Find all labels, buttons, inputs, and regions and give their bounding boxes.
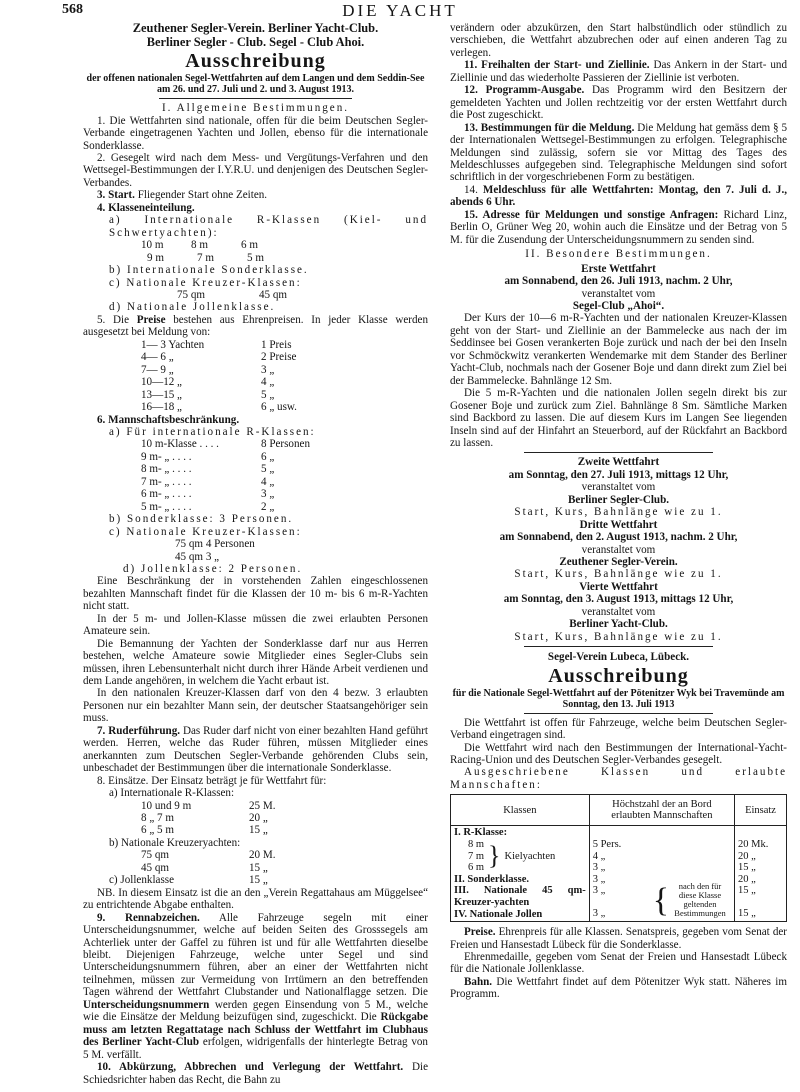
crew-row-value: 6 „ xyxy=(261,450,275,463)
class-label: II. Sonderklasse. xyxy=(454,873,529,885)
nb-note: NB. In diesem Einsatz ist die an den „Verein Regattahaus am Müggelsee“ zu entrichtende Abgabe enthalten. xyxy=(83,886,428,912)
crew-row-value: 3 „ xyxy=(261,488,275,501)
p14-bold: Meldeschluss für alle Wettfahrten: Montag, den 7. Juli d. J., abends 6 Uhr. xyxy=(450,183,787,209)
fee-value: 15 „ xyxy=(738,908,756,920)
crew-limit-label: 6. Mannschaftsbeschränkung. xyxy=(97,413,240,426)
crew-d: d) Jollenklasse: 2 Personen. xyxy=(123,562,303,575)
prizes-paragraph xyxy=(450,926,787,951)
paragraph-11 xyxy=(450,59,787,84)
fee-row-label: 45 qm xyxy=(141,861,170,874)
size-row: 6 m xyxy=(468,862,485,874)
race-4-club: Berliner Yacht-Club. xyxy=(569,618,668,631)
p12-text: Das Programm wird den Besitzern der gemeldeten Yachten und Jollen rechtzeitig vor der ersten Wettfahrt durch die Post zugeschickt. xyxy=(450,84,787,122)
lubeca-club: Segel-Verein Lubeca, Lübeck. xyxy=(547,651,690,664)
prize-row-label: 1— 3 Yachten xyxy=(141,338,205,351)
mannschaft-cell xyxy=(589,826,734,922)
paragraph-14 xyxy=(450,184,787,209)
preise-label: Preise. xyxy=(464,926,496,939)
journal-title: DIE YACHT xyxy=(342,1,458,20)
size-row: 7 m xyxy=(468,850,485,862)
fee-row xyxy=(83,824,428,836)
note-wrap xyxy=(653,827,731,920)
crew-b: b) Sonderklasse: 3 Personen. xyxy=(109,513,294,526)
medal-paragraph: Ehrenmedaille, gegeben vom Senat der Freien und Hansestadt Lübeck für die Nationale Jollenklasse. xyxy=(450,951,787,976)
clubs-line-1: Zeuthener Segler-Verein. Berliner Yacht-Club. xyxy=(132,21,379,35)
table-note: nach den für diese Klasse geltenden Bestimmungen xyxy=(674,880,726,918)
section-heading-2: II. Besondere Bestimmungen. xyxy=(525,248,712,261)
crew-text-3: Die Bemannung der Yachten der Sonderklasse darf nur aus Herren bestehen, welche Amateure sowie Mitglieder eines Segler-Clubs sein müssen, ihren Lebensunterhalt nicht durch ihrer Hände Arbeit verdienen und dem Lande angehören, in welchem die Yacht erbaut ist. xyxy=(83,637,428,688)
race-4-course: Start, Kurs, Bahnlänge wie zu 1. xyxy=(514,630,723,643)
bahn-text: Die Wettfahrt findet auf dem Pötenitzer Wyk statt. Näheres im Programm. xyxy=(450,975,787,1001)
paragraph-13 xyxy=(450,122,787,184)
crew-a: a) Für internationale R-Klassen: xyxy=(109,425,316,438)
class-size: 9 m xyxy=(147,251,164,264)
prize-row xyxy=(83,351,428,363)
course-paragraph xyxy=(450,976,787,1001)
klassen-cell xyxy=(451,826,590,922)
fee-row xyxy=(83,849,428,861)
race-2-course: Start, Kurs, Bahnlänge wie zu 1. xyxy=(514,506,723,519)
col-header-einsatz: Einsatz xyxy=(735,795,787,826)
paragraph-10 xyxy=(83,1061,428,1086)
prize-row-label: 10—12 „ xyxy=(141,376,182,389)
col-header-klassen: Klassen xyxy=(451,795,590,826)
fee-value: 20 „ xyxy=(738,873,756,885)
paragraph-7 xyxy=(83,725,428,775)
p5-text: bestehen aus Ehrenpreisen. In jeder Klasse werden ausgesetzt bei Meldung von: xyxy=(83,313,428,339)
p9-text-2: werden gegen Einsendung von 5 M., welche wie die Einsätze der Meldung beizufügen sind, zugeschickt. Die xyxy=(83,998,428,1024)
fees-text: Der Einsatz beträgt je für Wettfahrt für: xyxy=(151,774,327,787)
class-division-label: 4. Klasseneinteilung. xyxy=(97,201,195,214)
race-3-date: am Sonnabend, den 2. August 1913, nachm. 2 Uhr, xyxy=(499,531,738,544)
paragraph-8 xyxy=(83,775,428,787)
p13-text: Die Meldung hat gemäss dem § 5 der Internationalen Wettsegel-Bestimmungen zu erfolgen. Telegraphische Meldungen sind zulässig, sofern sie vor Mittag des Tages des Meldeschlusses aufgegeben sind. Telegraphische Meldungen sind sofort schriftlich in der vorgeschriebenen Form zu bestätigen. xyxy=(450,121,787,184)
class-size: 8 m xyxy=(191,239,208,252)
fees-k-list xyxy=(83,849,428,874)
crew-row-label: 10 m-Klasse . . . . xyxy=(141,438,219,451)
helm-text: Das Ruder darf nicht von einer bezahlten Hand geführt werden. Herren, welche das Ruder führen, müssen Mitglieder eines anerkannten zum Deutschen Segler-Verbande gehörenden Clubs sein, unbeschadet der Bestimmungen über die internationale Sonderklasse. xyxy=(83,724,428,775)
prize-row-value: 3 „ xyxy=(261,363,275,376)
fee-row-label: 10 und 9 m xyxy=(141,799,192,812)
crew-row-label: 8 m- „ . . . . xyxy=(141,463,192,476)
divider xyxy=(159,98,352,99)
paragraph-2: 2. Gesegelt wird nach dem Mess- und Vergütungs-Verfahren und den Wettsegel-Bestimmungen der I.Y.R.U. und denjenigen des Deutschen Segler-Verbandes. xyxy=(83,152,428,189)
class-c: c) Nationale Kreuzer-Klassen: xyxy=(109,276,302,289)
fee-value: 20 „ xyxy=(738,850,756,862)
divider xyxy=(524,452,713,453)
crew-value: 3 „ xyxy=(592,873,606,885)
prize-row-value: 6 „ usw. xyxy=(261,401,297,414)
p11-text: Das Ankern in der Start- und Ziellinie und das wiederholte Passieren der Ziellinie ist verboten. xyxy=(450,59,787,84)
crew-c: c) Nationale Kreuzer-Klassen: xyxy=(109,525,302,538)
preise-text: Ehrenpreis für alle Klassen. Senatspreis, gegeben vom Senat der Freien und Hansestadt Lübeck für die Sonderklasse. xyxy=(450,926,787,951)
crew-value: 4 „ xyxy=(592,850,606,862)
fees-a: a) Internationale R-Klassen: xyxy=(109,787,235,800)
class-size: 10 m xyxy=(141,239,164,252)
prize-row xyxy=(83,376,428,388)
fee-row-value: 20 M. xyxy=(249,849,276,862)
crew-row-label: 6 m- „ . . . . xyxy=(141,488,192,501)
r-klasse-sizes xyxy=(454,839,586,874)
fee-value: 15 „ xyxy=(738,862,756,874)
divider xyxy=(524,713,713,714)
bahn-label: Bahn. xyxy=(464,975,493,988)
prize-row-value: 1 Preis xyxy=(261,338,292,351)
prize-row-value: 5 „ xyxy=(261,388,275,401)
race-4-by: veranstaltet vom xyxy=(581,605,656,618)
prize-row-label: 13—15 „ xyxy=(141,388,182,401)
prize-row xyxy=(83,401,428,413)
fee-value: 20 Mk. xyxy=(738,838,769,850)
lubeca-p2: Die Wettfahrt wird nach den Bestimmungen der International-Yacht-Racing-Union und des Deutschen Segler-Verbandes gesegelt. xyxy=(450,741,787,767)
page-number: 568 xyxy=(62,2,83,17)
class-size: 7 m xyxy=(197,251,214,264)
classes-table xyxy=(450,794,787,922)
prize-row-value: 4 „ xyxy=(261,376,275,389)
mannschaft-wrap xyxy=(593,827,731,920)
crew-value: 3 „ xyxy=(592,908,606,920)
lubeca-subtitle: für die Nationale Segel-Wettfahrt auf der Pötenitzer Wyk bei Travemünde am Sonntag, den 13. Juli 1913 xyxy=(452,687,785,710)
crew-row xyxy=(83,488,428,500)
p9-text-3: erfolgen, widrigenfalls der hinterlegte Betrag von 5 M. verfällt. xyxy=(83,1036,428,1061)
crew-value: 3 „ xyxy=(592,885,606,897)
crew-row xyxy=(83,501,428,513)
class-size: 5 m xyxy=(247,251,264,264)
prize-row-label: 7— 9 „ xyxy=(141,363,174,376)
crew-row xyxy=(83,438,428,450)
lubeca-p1: Die Wettfahrt ist offen für Fahrzeuge, welche beim Deutschen Segler-Verband eingetragen sind. xyxy=(450,716,787,742)
p11-label: 11. Freihalten der Start- und Ziellinie. xyxy=(464,59,650,72)
fees-label: 8. Einsätze. xyxy=(97,774,149,787)
race-4-title: Vierte Wettfahrt xyxy=(579,580,658,593)
clubs-line-2: Berliner Segler - Club. Segel - Club Ahoi. xyxy=(146,34,365,49)
fee-class: c) Jollenklasse xyxy=(109,874,175,887)
class-a-row-2 xyxy=(83,252,428,264)
class-label: III. Nationale 45 qm-Kreuzer-yachten xyxy=(454,885,586,908)
prize-list xyxy=(83,339,428,414)
class-label: IV. Nationale Jollen xyxy=(454,908,543,920)
announcement-subtitle: der offenen nationalen Segel-Wettfahrten auf dem Langen und dem Seddin-See am 26. und 27. Juli und 2. und 3. August 1913. xyxy=(86,73,425,96)
continued-text: verändern oder abzukürzen, den Start halbstündlich oder stündlich zu verschieben, die Wettfahrt abzubrechen oder auf einen anderen Tag zu verlegen. xyxy=(450,22,787,59)
paragraph-5 xyxy=(83,314,428,339)
fees-r-list xyxy=(83,800,428,837)
prize-row-label: 16—18 „ xyxy=(141,401,182,414)
fee-row-label: 75 qm xyxy=(141,849,170,862)
p9-bold-1: Unterscheidungsnummern xyxy=(83,998,210,1011)
page-header xyxy=(0,2,800,22)
crew-text-1: Eine Beschränkung der in vorstehenden Zahlen eingeschlossenen bezahlten Mannschaft findet für die Klassen der 10 m- bis 6 m-R-Yachten nicht statt. xyxy=(83,575,428,613)
section-heading: I. Allgemeine Bestimmungen. xyxy=(161,102,350,115)
race-mark-label: 9. Rennabzeichen. xyxy=(97,911,200,924)
crew-c-row-1: 75 qm 4 Personen xyxy=(175,538,255,551)
p9-bold-2: Rückgabe muss am letzten Regattatage nach Schluss der Wettfahrt im Clubhaus des Berliner Yacht-Club xyxy=(83,1011,428,1049)
spacer xyxy=(593,827,653,839)
p12-label: 12. Programm-Ausgabe. xyxy=(464,84,585,97)
r-klasse-label: I. R-Klasse: xyxy=(454,827,508,839)
race-3-title: Dritte Wettfahrt xyxy=(579,518,658,531)
right-column xyxy=(450,22,787,1001)
helm-label: 7. Ruderführung. xyxy=(97,724,181,737)
lubeca-title: Ausschreibung xyxy=(548,664,689,687)
crew-row-label: 7 m- „ . . . . xyxy=(141,475,192,488)
fee-row-label: 8 „ 7 m xyxy=(141,812,174,825)
prize-row-value: 2 Preise xyxy=(261,351,297,364)
paragraph-9 xyxy=(83,912,428,1061)
paragraph-15 xyxy=(450,209,787,246)
table-header-row xyxy=(451,795,787,826)
prizes-label: Preise xyxy=(136,313,166,326)
race-1-text-1: Der Kurs der 10—6 m-R-Yachten und der nationalen Kreuzer-Klassen geht von der Start- und Ziellinie an der Bammelecke aus nach der im Seddinsee bei Gosen verankerten Boje zurück und nach der bei den Inseln vor Schmöckwitz verankerten Wendemarke mit dem Stander des Berliner Yacht-Club, nochmals nach der Gosener Boje und dann direkt zum Ziel bei der Bammelecke. Bahnlänge 12 Sm. xyxy=(450,312,787,387)
class-size: 6 m xyxy=(241,239,258,252)
crew-row-label: 9 m- „ . . . . xyxy=(141,450,192,463)
crew-row-label: 5 m- „ . . . . xyxy=(141,500,192,513)
paragraph-12 xyxy=(450,84,787,121)
fees-c xyxy=(83,874,428,886)
p15-label: 15. Adresse für Meldungen und sonstige Anfragen: xyxy=(464,208,719,221)
race-2-club: Berliner Segler-Club. xyxy=(567,493,670,506)
col-header-mannschaft: Höchstzahl der an Bord erlaubten Mannschaften xyxy=(589,795,734,826)
class-b: b) Internationale Sonderklasse. xyxy=(109,264,309,277)
divider xyxy=(524,646,713,647)
paragraph-1: 1. Die Wettfahrten sind nationale, offen für die beim Deutschen Segler-Verbande eingetragenen Yachten und Jollen, ebenso für die internationale Sonderklasse. xyxy=(83,114,428,152)
prize-row xyxy=(83,364,428,376)
p5-num: 5. Die xyxy=(97,313,130,326)
race-1-club: Segel-Club „Ahoi“. xyxy=(572,299,665,312)
fee-row-value: 25 M. xyxy=(249,799,276,812)
start-text: Fliegender Start ohne Zeiten. xyxy=(137,189,268,202)
class-d: d) Nationale Jollenklasse. xyxy=(109,301,276,314)
race-2-title: Zweite Wettfahrt xyxy=(577,456,660,469)
fee-row xyxy=(83,812,428,824)
class-size: 45 qm xyxy=(259,288,288,301)
crew-row-value: 2 „ xyxy=(261,500,275,513)
prize-row-label: 4— 6 „ xyxy=(141,351,174,364)
fee-row-value: 20 „ xyxy=(249,812,268,825)
fee-row xyxy=(83,862,428,874)
fee-row-label: 6 „ 5 m xyxy=(141,824,174,837)
crew-text-2: In der 5 m- und Jollen-Klasse müssen die zwei erlaubten Personen Amateure sein. xyxy=(83,612,428,638)
crew-value: 3 „ xyxy=(592,862,606,874)
p14-num: 14. xyxy=(464,183,478,196)
crew-row xyxy=(83,451,428,463)
kiel-label: Kielyachten xyxy=(504,850,556,862)
left-column xyxy=(83,22,428,1086)
paragraph-3 xyxy=(83,189,428,201)
class-size: 75 qm xyxy=(177,288,206,301)
fees-b: b) Nationale Kreuzeryachten: xyxy=(109,836,241,849)
size-row: 8 m xyxy=(468,838,485,850)
race-2-by: veranstaltet vom xyxy=(581,481,656,494)
race-3-club: Zeuthener Segler-Verein. xyxy=(559,556,678,569)
prize-row xyxy=(83,389,428,401)
fee-row-value: 15 „ xyxy=(249,824,268,837)
crew-row xyxy=(83,463,428,475)
crew-row-value: 8 Personen xyxy=(261,438,310,451)
crew-value: 5 Pers. xyxy=(592,838,622,850)
class-a-row-1 xyxy=(83,239,428,251)
class-a: a) Internationale R-Klassen (Kiel- und Schwertyachten): xyxy=(109,214,428,239)
fee-row xyxy=(83,800,428,812)
einsatz-cell xyxy=(735,826,787,922)
p15-text: Richard Linz, Berlin O, Grüner Weg 20, wohin auch die Einsätze und der Betrag von 5 M. für die Zusendung der Unterscheidungsnummern zu senden sind. xyxy=(450,208,787,246)
size-list xyxy=(454,839,484,874)
race-1-title: Erste Wettfahrt xyxy=(581,262,656,275)
crew-row xyxy=(83,476,428,488)
race-4-date: am Sonntag, den 3. August 1913, mittags 12 Uhr, xyxy=(503,593,734,606)
table-row xyxy=(451,826,787,922)
brace: { xyxy=(652,881,670,919)
crew-row-value: 4 „ xyxy=(261,475,275,488)
p9-text-1: Alle Fahrzeuge segeln mit einer Unterscheidungsnummer, welche auf beiden Seiten des Grosssegels am Achterliek unter der Gaffel zu führen ist und für alle Wettfahrten dieselbe bleibt. Diejenigen Fahrzeuge, welche unter Segel und sind Unterscheidungsnummern führen, aber an einer der Wettfahrten nicht teilnehmen, müssen zur Vermeidung von Irrtümern an den betreffenden Tagen während der Wettfahrt Clubstander und Nationalflagge setzen. Die xyxy=(83,911,429,999)
crew-text-4: In den nationalen Kreuzer-Klassen darf von den 4 bezw. 3 erlaubten Personen nur ein bezahlter Mann sein, der deutscher Staatsangehöriger sein muss. xyxy=(83,687,428,725)
fee-amount: 15 „ xyxy=(249,874,268,887)
race-1-date: am Sonnabend, den 26. Juli 1913, nachm. 2 Uhr, xyxy=(504,275,733,288)
lubeca-p3: Ausgeschriebene Klassen und erlaubte Mannschaften: xyxy=(450,766,787,791)
fee-value: 15 „ xyxy=(738,885,756,897)
crew-list xyxy=(83,438,428,513)
spacer xyxy=(738,827,783,839)
p10-label: 10. Abkürzung, Abbrechen und Verlegung der Wettfahrt. xyxy=(97,1061,404,1074)
crew-c-row-2: 45 qm 3 „ xyxy=(175,550,220,563)
start-label: 3. Start. xyxy=(97,189,135,202)
fee-row-value: 15 „ xyxy=(249,861,268,874)
race-1-text-2: Die 5 m-R-Yachten und die nationalen Jollen segeln direkt bis zur Gosener Boje und zurück zum Ziel. Bahnlänge 8 Sm. Sämtliche Marken sind Backbord zu lassen. Die auf diesem Kurs im Langen See liegenden Inseln sind auf der Hinfahrt an Steuerbord, auf der Rückfahrt an Backbord zu lassen. xyxy=(450,387,787,449)
announcement-title: Ausschreibung xyxy=(185,50,326,73)
race-3-by: veranstaltet vom xyxy=(581,543,656,556)
p13-label: 13. Bestimmungen für die Meldung. xyxy=(464,121,635,134)
p10-text: Die Schiedsrichter haben das Recht, die Bahn zu xyxy=(83,1061,428,1086)
prize-row xyxy=(83,339,428,351)
race-2-date: am Sonntag, den 27. Juli 1913, mittags 12 Uhr, xyxy=(508,468,729,481)
crew-values xyxy=(593,827,653,920)
crew-row-value: 5 „ xyxy=(261,463,275,476)
race-1-by: veranstaltet vom xyxy=(581,287,656,300)
brace: } xyxy=(488,841,501,871)
race-3-course: Start, Kurs, Bahnlänge wie zu 1. xyxy=(514,568,723,581)
class-c-row xyxy=(83,289,428,301)
